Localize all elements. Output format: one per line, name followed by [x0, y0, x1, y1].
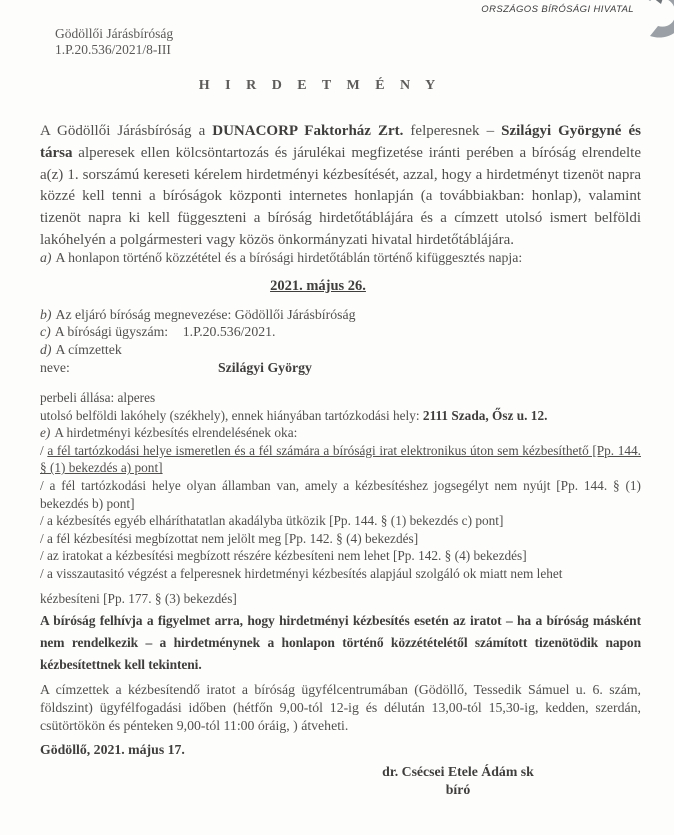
reason-1-text-selected: a fél tartózkodási helye ismeretlen és a fél számára a bírósági irat elektronikus úton sem kézbesíthető [Pp. 144. § (1) bekezdés a) pont]: [40, 442, 641, 476]
intro-seg3: felperesnek –: [403, 123, 502, 139]
point-c: [40, 323, 641, 340]
point-d-text: A címzettek: [55, 341, 122, 357]
reason-5-text: az iratokat a kézbesítési megbízott részére kézbesíteni nem lehet [Pp. 142. § (4) bekezdés]: [47, 548, 527, 564]
intro-seg1: A Gödöllői Járásbíróság a: [40, 123, 213, 139]
reason-option-4: [40, 530, 641, 548]
signer-title: bíró: [445, 781, 471, 797]
defendant-name: Szilágyi Györgyné és társa: [40, 123, 641, 161]
point-b: [40, 306, 641, 323]
point-b-marker: b): [40, 307, 52, 322]
point-d: [40, 341, 641, 358]
publication-date: 2021. május 26.: [270, 278, 366, 294]
point-a-marker: a): [40, 250, 52, 265]
reason-2-text: a fél tartózkodási helye olyan államban van, amely a kézbesítéshez jogsegélyt nem nyújt [Pp. 144. § (1) bekezdés b) pont]: [40, 477, 641, 511]
case-number-label: A bírósági ügyszám:: [54, 324, 169, 340]
obh-emblem-icon: [628, 0, 674, 44]
document-title: H I R D E T M É N Y: [198, 78, 442, 93]
case-number-value: 1.P.20.536/2021.: [182, 324, 276, 340]
point-d-marker: d): [40, 341, 52, 357]
agency-name: ORSZÁGOS BÍRÓSÁGI HIVATAL: [481, 4, 634, 15]
case-reference: 1.P.20.536/2021/8-III: [55, 42, 171, 57]
signature-block: [378, 763, 538, 798]
addressee-name-row: [40, 360, 641, 376]
point-a-text: A honlapon történő közzététel és a bírósági hirdetőtáblán történő kifüggesztés napja:: [55, 250, 523, 265]
reason-6-text: a visszautasitó végzést a felperesnek hirdetményi kézbesítés alapjául szolgáló ok miatt nem lehet: [47, 565, 563, 581]
point-e: [40, 424, 641, 442]
reason-6-slash: /: [40, 565, 48, 581]
deemed-served-warning: A bíróság felhívja a figyelmet arra, hogy hirdetményi kézbesítés esetén az iratot – ha a bíróság másként nem rendelkezik – a hirdetménynek a honlapon történő közzétételétől számított tizenötödik napon kézbesítettnek kell tekinteni.: [40, 613, 641, 672]
reason-option-3: [40, 512, 641, 530]
reason-option-1: [40, 442, 641, 477]
point-b-text: Az eljáró bíróság megnevezése: Gödöllői Járásbíróság: [55, 307, 356, 322]
reason-3-text: a kézbesítés egyéb elháríthatatlan akadályba ütközik [Pp. 144. § (1) bekezdés c) pont]: [47, 513, 504, 529]
place-and-date: Gödöllő, 2021. május 17.: [40, 742, 185, 757]
addressee-details-block: [40, 389, 641, 607]
addressee-role: perbeli állása: alperes: [40, 390, 156, 405]
reason-2-slash: /: [40, 477, 50, 493]
addressee-name-label: neve:: [40, 360, 70, 375]
intro-seg5: alperesek ellen kölcsöntartozás és járulékai megfizetése iránti perében a bíróság elrendelte a(z) 1. sorszámú kereseti kérelem hirdetményi kézbesítését, azzal, hogy a hirdetményt tizenöt napra közzé kell tenni a bíróságok központi internetes honlapján (a továbbiakban: honlap), valamint tizenöt napra ki kell függeszteni a bíróság hirdetőtáblájára és a címzett utolsó ismert belföldi lakóhelyén a polgármesteri vagy közös önkormányzati hivatal hirdetőtáblájára.: [40, 144, 641, 248]
point-a: [40, 250, 641, 266]
points-bcd: [40, 306, 641, 358]
point-e-marker: e): [40, 425, 51, 441]
court-name: Gödöllői Járásbíróság: [55, 26, 174, 41]
reason-1-slash: /: [40, 442, 48, 458]
signer-name: dr. Csécsei Etele Ádám sk: [382, 764, 534, 779]
reason-option-6: [40, 565, 641, 583]
addressee-name: Szilágyi György: [218, 360, 312, 375]
intro-paragraph: [40, 121, 641, 252]
reason-6-continuation: kézbesíteni [Pp. 177. § (3) bekezdés]: [40, 590, 237, 606]
point-c-marker: c): [40, 324, 51, 340]
point-e-text: A hirdetményi kézbesítés elrendelésének oka:: [54, 425, 298, 441]
reason-option-5: [40, 547, 641, 565]
reason-3-slash: /: [40, 513, 48, 529]
pickup-information: A címzettek a kézbesítendő iratot a bíróság ügyfélcentrumában (Gödöllő, Tessedik Sámuel u. 6. szám, földszint) ügyfélfogadási időben (hétfőn 9,00-tól 12-ig és délután 13,00-tól 15,30-ig, kedden, szerdán, csütörtökön és pénteken 9,00-tól 11:00 óráig, ) átveheti.: [40, 682, 641, 734]
plaintiff-name: DUNACORP Faktorház Zrt.: [212, 123, 404, 139]
court-header: [55, 26, 173, 58]
address-value: 2111 Szada, Ősz u. 12.: [422, 407, 548, 423]
address-label: utolsó belföldi lakóhely (székhely), ennek hiányában tartózkodási hely:: [40, 407, 423, 423]
reason-option-2: [40, 477, 641, 512]
reason-4-slash: /: [40, 530, 48, 546]
reason-4-text: a fél kézbesítési megbízottat nem jelölt meg [Pp. 142. § (4) bekezdés]: [47, 530, 419, 546]
addressee-address-row: [40, 407, 641, 425]
reason-5-slash: /: [40, 548, 48, 564]
obh-emblem-graphic: [628, 0, 674, 44]
